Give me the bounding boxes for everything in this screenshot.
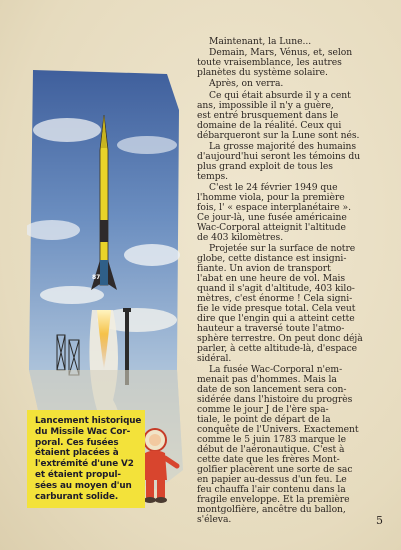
text-line: est entré brusquement dans le: [197, 109, 339, 121]
text-line: tiale, le point de départ de la: [197, 414, 331, 426]
text-line: Après, on verra.: [209, 78, 284, 90]
text-line: toute vraisemblance, les autres: [197, 57, 342, 69]
caption-line: du Missile Wac Cor-: [35, 426, 131, 437]
text-line: fie le vide presque total. Cela veut: [197, 303, 356, 314]
caption-line: l'extrémité d'une V2: [35, 459, 134, 470]
text-line: feu chauffa l'air contenu dans la: [197, 484, 346, 495]
text-line: menait pas d'hommes. Mais la: [197, 374, 337, 386]
text-line: début de l'aéronautique. C'est à: [197, 444, 345, 456]
caption-line: Lancement historique: [35, 416, 142, 426]
text-line: conquête de l'Univers. Exactement: [197, 424, 359, 436]
text-line: de 403 kilomètres.: [197, 231, 284, 243]
text-line: s'éleva.: [197, 514, 232, 525]
text-line: comme le 5 juin 1783 marque le: [197, 434, 346, 446]
text-line: fois, l' « espace interplanétaire ».: [197, 201, 351, 213]
caption-line: carburant solide.: [35, 491, 119, 502]
text-line: golfier placèrent une sorte de sac: [197, 464, 353, 475]
text-line: parler, à cette altitude-là, d'espace: [197, 342, 358, 354]
text-line: sidérée dans l'histoire du progrès: [197, 394, 353, 406]
text-line: ans, impossible il n'y a guère,: [197, 99, 334, 111]
text-line: sidéral.: [197, 352, 232, 364]
text-line: Ce jour-là, une fusée américaine: [197, 211, 347, 223]
text-line: C'est le 24 février 1949 que: [209, 181, 338, 193]
text-line: Ce qui était absurde il y a cent: [209, 89, 351, 101]
text-line: l'homme viola, pour la première: [197, 191, 345, 203]
text-line: Maintenant, la Lune...: [209, 36, 312, 47]
text-line: Demain, Mars, Vénus, et, selon: [209, 47, 353, 59]
text-line: d'aujourd'hui seront les témoins du: [197, 150, 361, 162]
text-line: planètes du système solaire.: [197, 67, 328, 79]
text-line: La fusée Wac-Corporal n'em-: [209, 364, 343, 376]
text-line: dire que l'engin qui a atteint cette: [197, 313, 355, 324]
text-line: plus grand exploit de tous les: [197, 160, 333, 172]
text-line: Projetée sur la surface de notre: [209, 243, 356, 254]
text-line: Wac-Corporal atteignit l'altitude: [197, 221, 346, 233]
caption-line: et étaient propul-: [35, 469, 121, 480]
text-line: La grosse majorité des humains: [209, 140, 357, 152]
caption-line: poral. Ces fusées: [35, 437, 119, 448]
text-line: temps.: [197, 170, 229, 182]
text-line: quand il s'agit d'altitude, 403 kilo-: [197, 283, 355, 294]
text-line: comme le jour J de l'ère spa-: [197, 404, 329, 416]
text-line: domaine de la réalité. Ceux qui: [197, 119, 342, 131]
text-line: sphère terrestre. On peut donc déjà: [197, 333, 363, 344]
text-line: montgolfière, ancêtre du ballon,: [197, 504, 346, 515]
caption-line: sées au moyen d'un: [35, 480, 132, 491]
text-line: cette date que les frères Mont-: [197, 454, 340, 466]
illustration-caption: [27, 410, 145, 508]
text-line: hauteur a traversé toute l'atmo-: [197, 323, 345, 334]
rocket-marking: 87: [92, 274, 101, 281]
page-number: 5: [376, 514, 383, 527]
text-line: débarqueront sur la Lune sont nés.: [197, 129, 360, 141]
caption-line: étaient placées à: [35, 448, 119, 459]
text-line: l'abat en une heure de vol. Mais: [197, 273, 346, 284]
text-line: fiante. Un avion de transport: [197, 263, 331, 274]
text-line: en papier au-dessus d'un feu. Le: [197, 474, 347, 485]
text-line: date de son lancement sera con-: [197, 384, 347, 396]
text-line: globe, cette distance est insigni-: [197, 253, 347, 264]
text-line: fragile enveloppe. Et la première: [197, 494, 350, 505]
text-line: mètres, c'est énorme ! Cela signi-: [197, 293, 353, 304]
